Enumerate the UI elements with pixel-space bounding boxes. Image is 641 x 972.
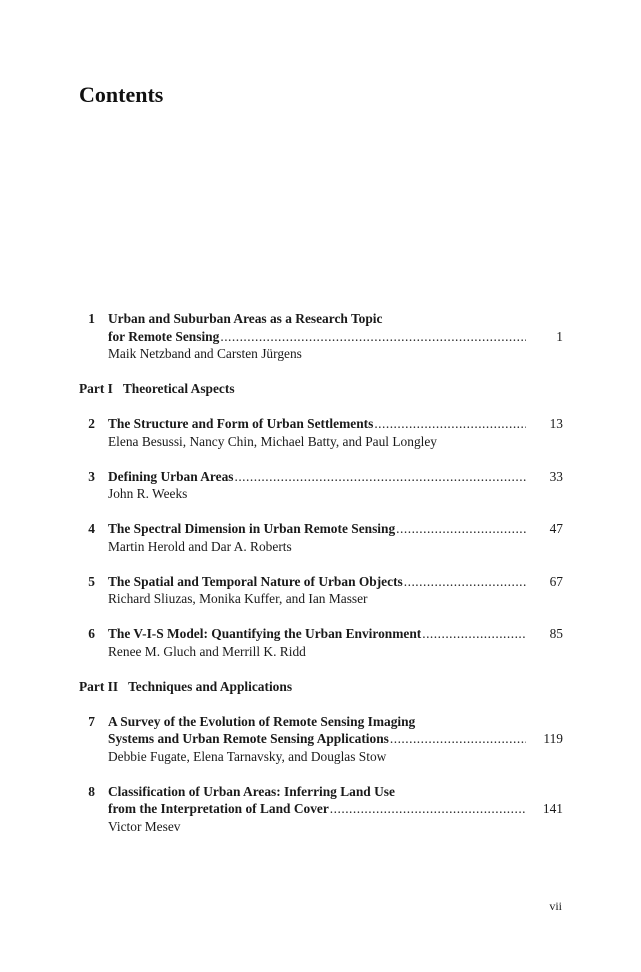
toc-part-heading bbox=[79, 678, 563, 696]
page-number: vii bbox=[549, 899, 562, 913]
chapter-title: for Remote Sensing bbox=[108, 328, 220, 344]
dot-leader bbox=[404, 573, 526, 591]
chapter-title-line: A Survey of the Evolution of Remote Sensing Imaging bbox=[108, 713, 416, 729]
chapter-authors: Debbie Fugate, Elena Tarnavsky, and Douglas Stow bbox=[108, 748, 387, 764]
chapter-title-leader-line bbox=[108, 573, 563, 591]
toc-entry[interactable] bbox=[79, 415, 563, 450]
dot-leader bbox=[330, 800, 526, 818]
chapter-page-number: 141 bbox=[542, 801, 563, 816]
chapter-title: The Spectral Dimension in Urban Remote Sensing bbox=[108, 521, 396, 536]
chapter-number: 2 bbox=[88, 416, 95, 431]
chapter-title-leader-line bbox=[108, 730, 563, 748]
toc-entry[interactable] bbox=[79, 310, 563, 363]
toc-entry[interactable] bbox=[79, 468, 563, 503]
chapter-authors: Renee M. Gluch and Merrill K. Ridd bbox=[108, 643, 306, 659]
chapter-title: Defining Urban Areas bbox=[108, 468, 234, 484]
page-title: Contents bbox=[79, 82, 164, 107]
chapter-number: 1 bbox=[88, 311, 95, 326]
chapter-page-number: 13 bbox=[549, 416, 563, 431]
chapter-title: The V-I-S Model: Quantifying the Urban Environment bbox=[108, 626, 422, 641]
chapter-title: Systems and Urban Remote Sensing Applications bbox=[108, 731, 389, 746]
chapter-page-number: 1 bbox=[556, 328, 563, 344]
dot-leader bbox=[220, 328, 526, 346]
chapter-page-number: 67 bbox=[549, 573, 563, 589]
chapter-page-number: 85 bbox=[549, 626, 563, 641]
toc-entry[interactable] bbox=[79, 713, 563, 766]
toc-entry[interactable] bbox=[79, 520, 563, 555]
chapter-title-leader-line bbox=[108, 415, 563, 433]
chapter-authors: Richard Sliuzas, Monika Kuffer, and Ian Masser bbox=[108, 591, 368, 606]
toc-entry[interactable] bbox=[79, 573, 563, 608]
part-title: Techniques and Applications bbox=[128, 678, 293, 694]
toc-part-heading bbox=[79, 380, 563, 398]
chapter-title-line: Urban and Suburban Areas as a Research Topic bbox=[108, 311, 383, 326]
part-title: Theoretical Aspects bbox=[122, 381, 235, 396]
chapter-title: The Structure and Form of Urban Settlements bbox=[108, 416, 374, 431]
chapter-number: 7 bbox=[88, 713, 95, 729]
chapter-authors: Victor Mesev bbox=[108, 818, 181, 834]
chapter-authors: Maik Netzband and Carsten Jürgens bbox=[108, 346, 302, 361]
chapter-title-line: Classification of Urban Areas: Inferring Land Use bbox=[108, 783, 395, 799]
chapter-authors: Elena Besussi, Nancy Chin, Michael Batty, and Paul Longley bbox=[108, 433, 437, 449]
chapter-authors: John R. Weeks bbox=[108, 486, 188, 501]
chapter-number: 6 bbox=[88, 626, 95, 641]
chapter-title-leader-line bbox=[108, 800, 563, 818]
part-label: Part II bbox=[79, 678, 119, 694]
dot-leader bbox=[390, 730, 526, 748]
chapter-number: 3 bbox=[88, 468, 95, 484]
chapter-number: 4 bbox=[88, 521, 95, 536]
dot-leader bbox=[396, 520, 526, 538]
toc-entry[interactable] bbox=[79, 783, 563, 836]
chapter-page-number: 33 bbox=[549, 468, 563, 484]
part-label: Part I bbox=[79, 381, 113, 396]
dot-leader bbox=[234, 468, 526, 486]
chapter-title: from the Interpretation of Land Cover bbox=[108, 801, 329, 816]
chapter-page-number: 119 bbox=[543, 731, 563, 746]
chapter-title-leader-line bbox=[108, 520, 563, 538]
toc-entry[interactable] bbox=[79, 625, 563, 660]
chapter-page-number: 47 bbox=[549, 521, 563, 536]
chapter-authors: Martin Herold and Dar A. Roberts bbox=[108, 538, 292, 554]
chapter-title-leader-line bbox=[108, 328, 563, 346]
chapter-number: 8 bbox=[88, 783, 95, 799]
chapter-title-leader-line bbox=[108, 625, 563, 643]
dot-leader bbox=[374, 415, 526, 433]
dot-leader bbox=[422, 625, 526, 643]
chapter-title: The Spatial and Temporal Nature of Urban Objects bbox=[108, 573, 403, 589]
chapter-number: 5 bbox=[88, 573, 95, 589]
chapter-title-leader-line bbox=[108, 468, 563, 486]
table-of-contents bbox=[79, 310, 563, 853]
